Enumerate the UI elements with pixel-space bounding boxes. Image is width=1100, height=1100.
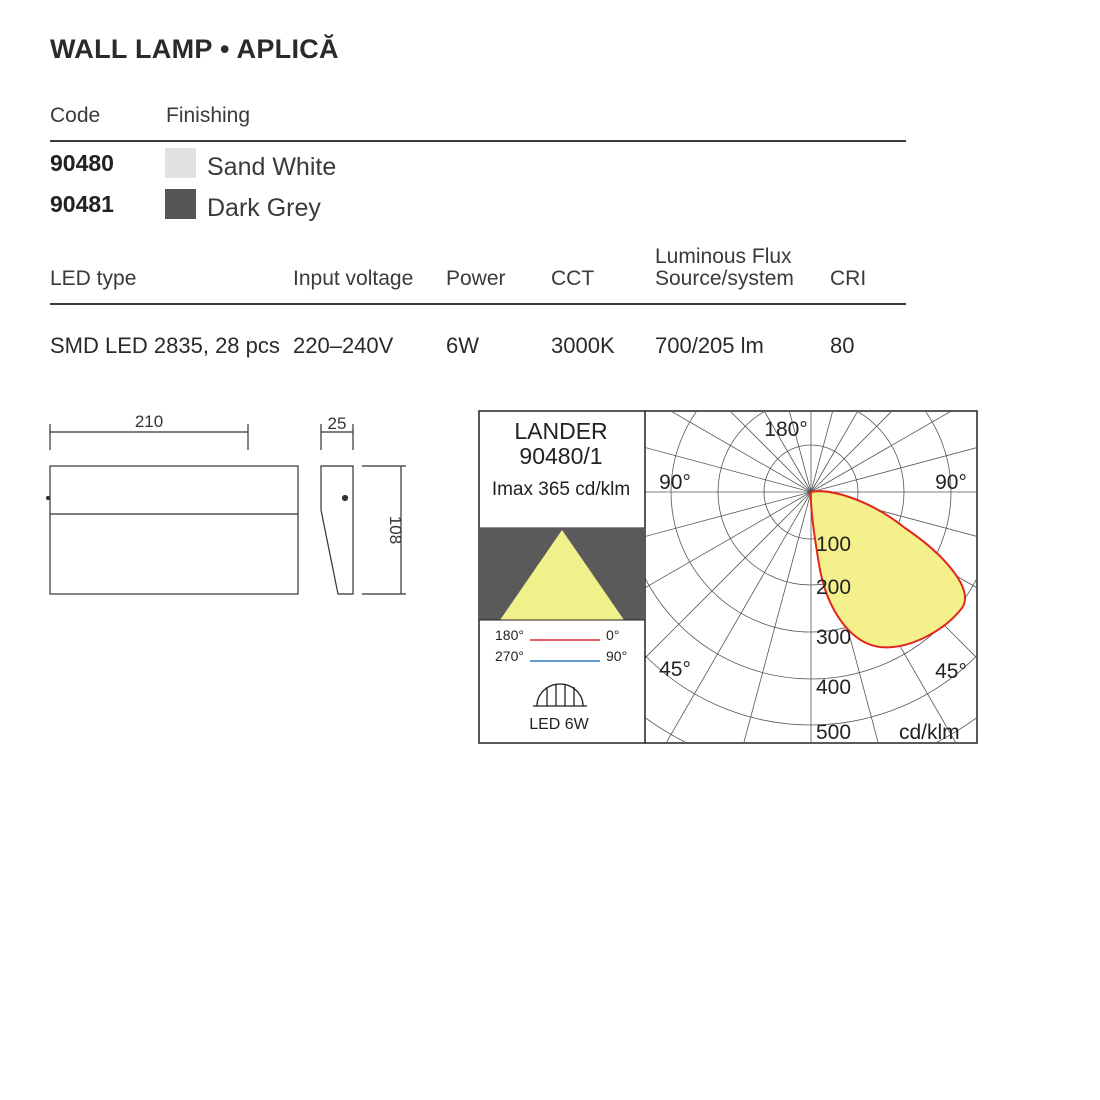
radial-label-400: 400 bbox=[816, 676, 852, 699]
power-header: Power bbox=[446, 267, 506, 290]
cri-header: CRI bbox=[830, 267, 867, 290]
width-value: 210 bbox=[134, 412, 164, 431]
flux-value: 700/205 lm bbox=[655, 333, 764, 358]
code-90480: 90480 bbox=[50, 150, 114, 176]
legend-c90-right: 90° bbox=[606, 648, 628, 664]
depth-value: 25 bbox=[327, 414, 347, 433]
cct-value: 3000K bbox=[551, 333, 615, 358]
angle-label-left-90: 90° bbox=[659, 471, 691, 494]
fixture-code: 90480/1 bbox=[519, 443, 603, 469]
page-title: WALL LAMP • APLICĂ bbox=[50, 34, 339, 64]
legend-c0-right: 0° bbox=[606, 627, 620, 643]
flux-header-line2: Source/system bbox=[655, 267, 794, 290]
unit-label: cd/klm bbox=[899, 721, 960, 744]
code-header: Code bbox=[50, 104, 101, 127]
voltage-header: Input voltage bbox=[293, 267, 414, 290]
finishing-header: Finishing bbox=[166, 104, 251, 127]
cct-header: CCT bbox=[551, 267, 595, 290]
cri-value: 80 bbox=[830, 333, 855, 358]
legend-c0-left: 180° bbox=[495, 627, 524, 643]
flux-header-line1: Luminous Flux bbox=[655, 245, 792, 268]
led-label: LED 6W bbox=[529, 716, 589, 733]
angle-label-right-45: 45° bbox=[935, 660, 967, 683]
power-value: 6W bbox=[446, 333, 479, 358]
height-value: 108 bbox=[386, 515, 405, 545]
finish-dark-grey: Dark Grey bbox=[207, 194, 321, 222]
angle-label-right-90: 90° bbox=[935, 471, 967, 494]
led-type-value: SMD LED 2835, 28 pcs bbox=[50, 333, 280, 358]
voltage-value: 220–240V bbox=[293, 333, 394, 358]
imax-label: Imax 365 cd/klm bbox=[491, 479, 631, 500]
code-90481: 90481 bbox=[50, 191, 114, 217]
radial-label-200: 200 bbox=[816, 576, 852, 599]
angle-label-180: 180° bbox=[764, 418, 808, 441]
angle-label-left-45: 45° bbox=[659, 658, 691, 681]
led-type-header: LED type bbox=[50, 267, 137, 290]
radial-label-300: 300 bbox=[816, 626, 852, 649]
finish-sand-white: Sand White bbox=[207, 153, 337, 181]
legend-c90-left: 270° bbox=[495, 648, 524, 664]
fixture-name: LANDER bbox=[514, 418, 608, 444]
radial-label-500: 500 bbox=[816, 721, 852, 744]
radial-label-100: 100 bbox=[816, 533, 852, 556]
